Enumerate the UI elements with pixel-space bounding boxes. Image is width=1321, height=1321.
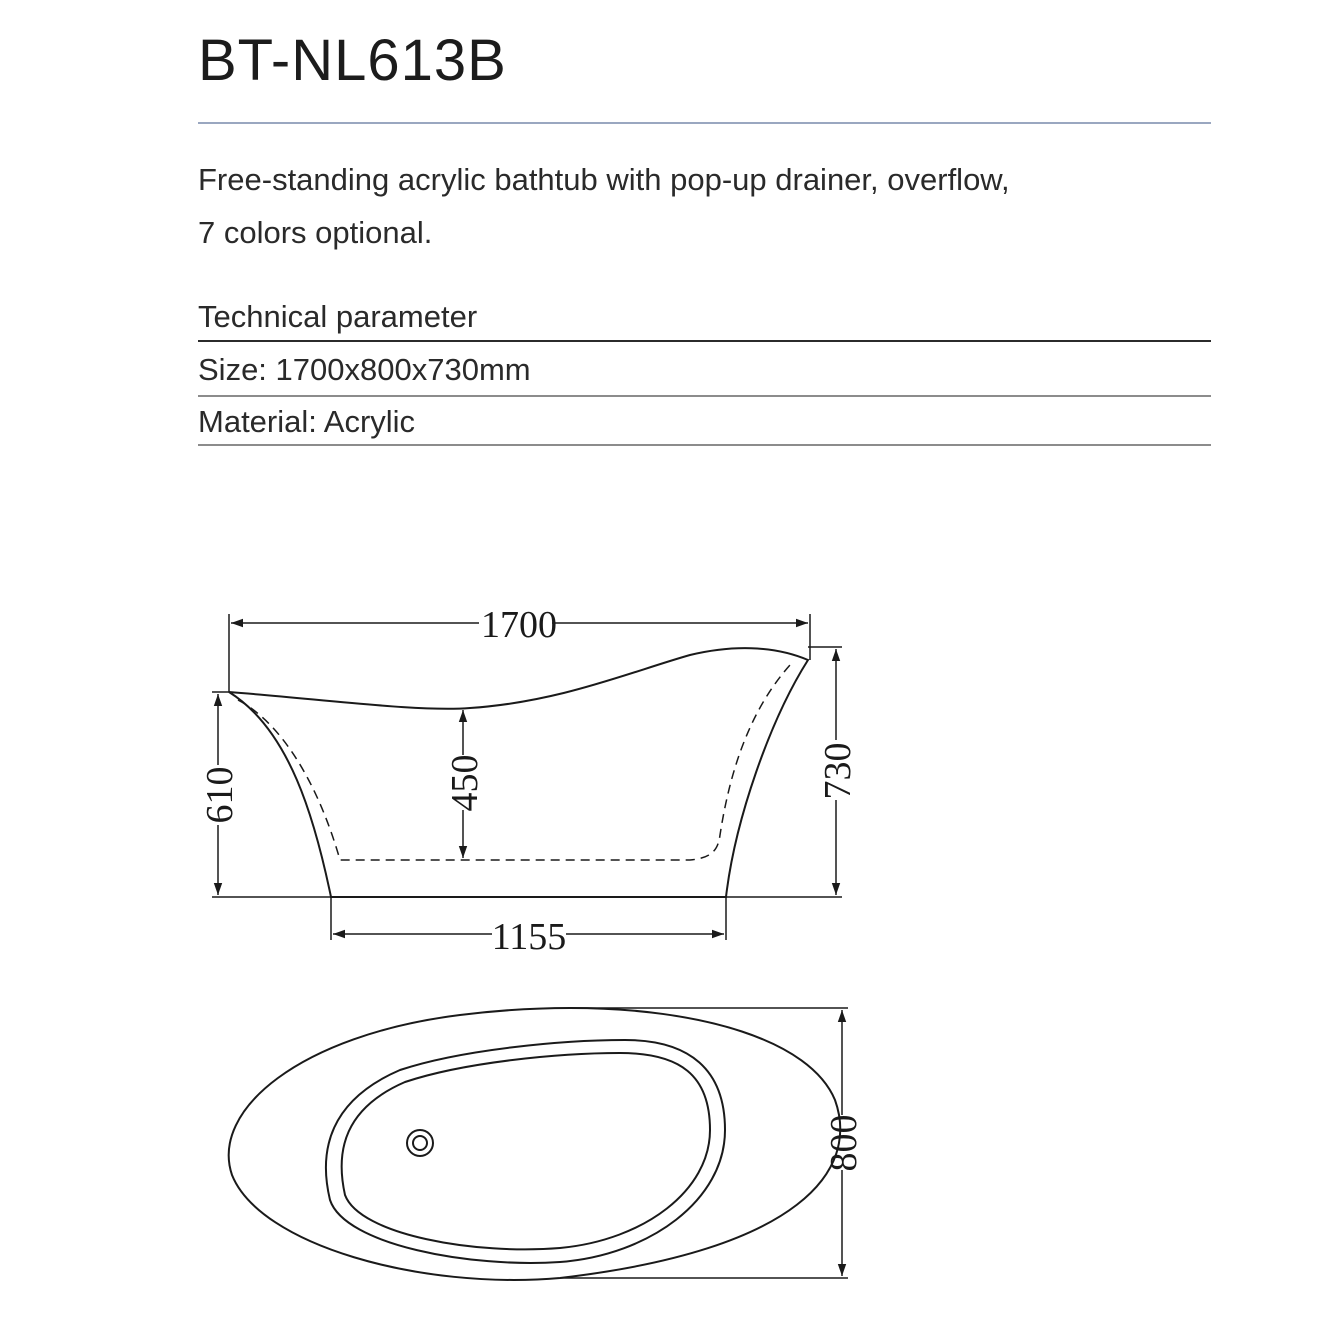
description-line-2: 7 colors optional.: [198, 215, 433, 250]
top-view-dimensions: [560, 1008, 848, 1278]
description-line-1: Free-standing acrylic bathtub with pop-up drainer, overflow,: [198, 162, 1010, 197]
label-610: 610: [199, 766, 241, 824]
side-view-dimensions: [212, 614, 842, 940]
tub-top-inner-rim: [326, 1040, 725, 1263]
tub-top-basin: [342, 1053, 710, 1249]
size-parameter: Size: 1700x800x730mm: [198, 352, 531, 387]
label-730: 730: [817, 742, 859, 800]
technical-parameter-heading: Technical parameter: [198, 299, 478, 334]
drain-inner: [413, 1136, 427, 1150]
drain-outer: [407, 1130, 433, 1156]
top-view-drawing: [229, 1008, 841, 1280]
label-1155: 1155: [491, 916, 567, 958]
label-1700: 1700: [481, 604, 557, 646]
tub-side-inner-dashed: [238, 665, 790, 860]
model-title: BT-NL613B: [198, 28, 507, 93]
label-450: 450: [444, 754, 486, 812]
tub-top-outer-rim: [229, 1008, 841, 1280]
label-800: 800: [823, 1114, 865, 1172]
material-parameter: Material: Acrylic: [198, 404, 416, 439]
tub-side-outline: [229, 648, 808, 897]
side-view-drawing: [229, 648, 808, 897]
